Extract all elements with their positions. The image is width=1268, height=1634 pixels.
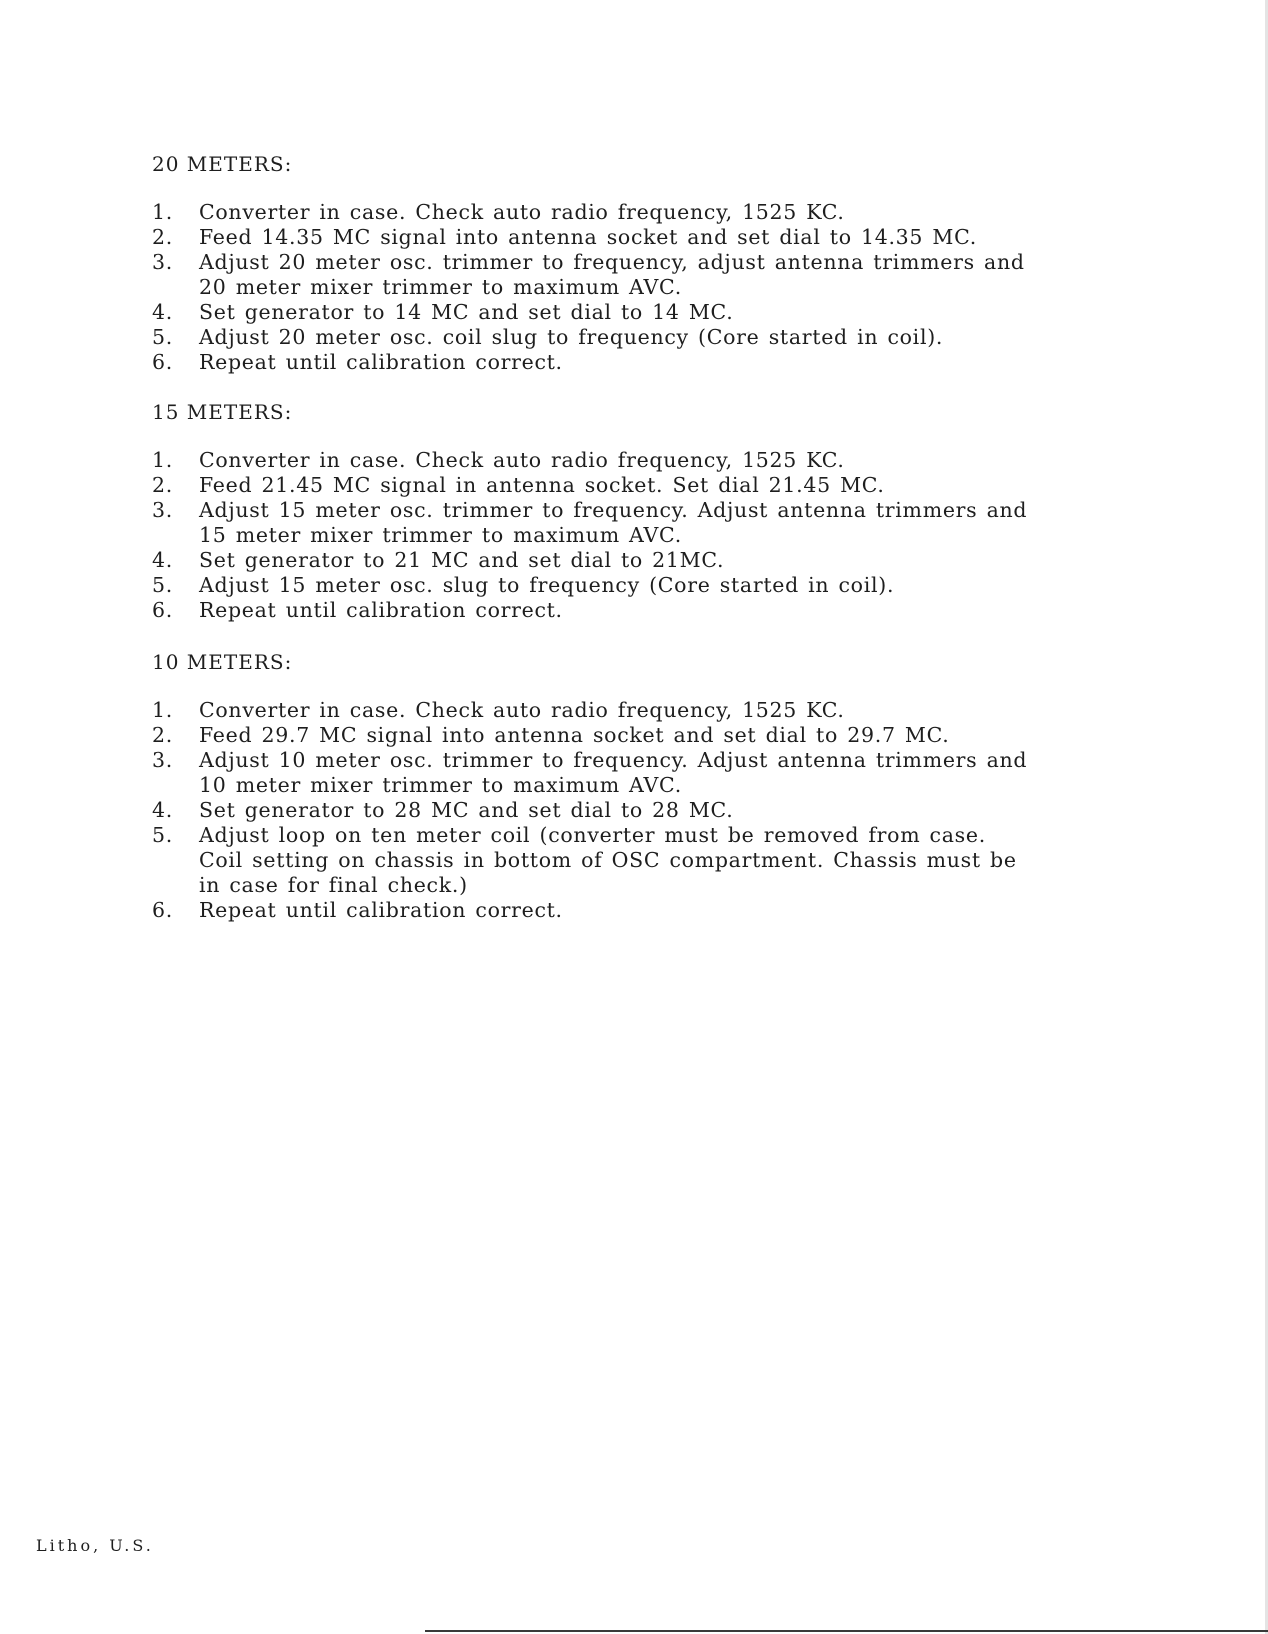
step-text: Adjust 10 meter osc. trimmer to frequency. Adjust antenna trimmers and 10 meter mixer trimmer to maximum AVC.: [199, 748, 1028, 797]
step-text: Converter in case. Check auto radio frequency, 1525 KC.: [199, 200, 845, 224]
litho-imprint: Litho, U.S.: [36, 1536, 154, 1555]
step-number: 4.: [152, 798, 173, 822]
step-text: Adjust 15 meter osc. trimmer to frequency. Adjust antenna trimmers and 15 meter mixer trimmer to maximum AVC.: [199, 498, 1028, 547]
step-text: Adjust 20 meter osc. trimmer to frequency, adjust antenna trimmers and 20 meter mixer trimmer to maximum AVC.: [199, 250, 1025, 299]
list-item: [152, 325, 1152, 350]
section-15-meters: [152, 400, 1152, 623]
step-number: 6.: [152, 350, 173, 374]
step-text: Adjust 20 meter osc. coil slug to frequency (Core started in coil).: [199, 325, 944, 349]
list-item: [152, 748, 1152, 798]
steps-list: [152, 698, 1152, 923]
steps-list: [152, 200, 1152, 375]
list-item: [152, 498, 1152, 548]
step-text: Set generator to 21 MC and set dial to 21MC.: [199, 548, 725, 572]
list-item: [152, 225, 1152, 250]
step-text: Converter in case. Check auto radio frequency, 1525 KC.: [199, 698, 845, 722]
step-number: 2.: [152, 723, 173, 747]
list-item: [152, 350, 1152, 375]
step-number: 4.: [152, 300, 173, 324]
list-item: [152, 548, 1152, 573]
step-text: Feed 29.7 MC signal into antenna socket and set dial to 29.7 MC.: [199, 723, 950, 747]
step-number: 6.: [152, 898, 173, 922]
list-item: [152, 598, 1152, 623]
list-item: [152, 250, 1152, 300]
step-text: Repeat until calibration correct.: [199, 898, 563, 922]
step-number: 3.: [152, 250, 173, 274]
step-text: Set generator to 14 MC and set dial to 14 MC.: [199, 300, 734, 324]
list-item: [152, 698, 1152, 723]
step-number: 4.: [152, 548, 173, 572]
list-item: [152, 200, 1152, 225]
section-title: 10 METERS:: [152, 650, 293, 674]
step-number: 1.: [152, 698, 173, 722]
section-20-meters: [152, 152, 1152, 375]
bottom-rule: [425, 1630, 1268, 1632]
list-item: [152, 473, 1152, 498]
step-number: 2.: [152, 225, 173, 249]
step-text: Converter in case. Check auto radio frequency, 1525 KC.: [199, 448, 845, 472]
step-text: Feed 21.45 MC signal in antenna socket. Set dial 21.45 MC.: [199, 473, 885, 497]
step-number: 6.: [152, 598, 173, 622]
list-item: [152, 723, 1152, 748]
list-item: [152, 448, 1152, 473]
step-number: 3.: [152, 498, 173, 522]
list-item: [152, 823, 1152, 898]
list-item: [152, 300, 1152, 325]
section-title: 20 METERS:: [152, 152, 293, 176]
step-number: 5.: [152, 573, 173, 597]
step-number: 5.: [152, 325, 173, 349]
step-text: Repeat until calibration correct.: [199, 598, 563, 622]
step-text: Feed 14.35 MC signal into antenna socket and set dial to 14.35 MC.: [199, 225, 977, 249]
steps-list: [152, 448, 1152, 623]
step-text: Set generator to 28 MC and set dial to 28 MC.: [199, 798, 734, 822]
step-text: Repeat until calibration correct.: [199, 350, 563, 374]
step-number: 5.: [152, 823, 173, 847]
step-text: Adjust 15 meter osc. slug to frequency (Core started in coil).: [199, 573, 895, 597]
step-number: 1.: [152, 448, 173, 472]
section-title: 15 METERS:: [152, 400, 293, 424]
step-text: Adjust loop on ten meter coil (converter must be removed from case. Coil setting on chassis in bottom of OSC compartment. Chassis must be in case for final check.): [199, 823, 1017, 897]
step-number: 3.: [152, 748, 173, 772]
section-10-meters: [152, 650, 1152, 923]
step-number: 2.: [152, 473, 173, 497]
list-item: [152, 798, 1152, 823]
step-number: 1.: [152, 200, 173, 224]
list-item: [152, 573, 1152, 598]
list-item: [152, 898, 1152, 923]
